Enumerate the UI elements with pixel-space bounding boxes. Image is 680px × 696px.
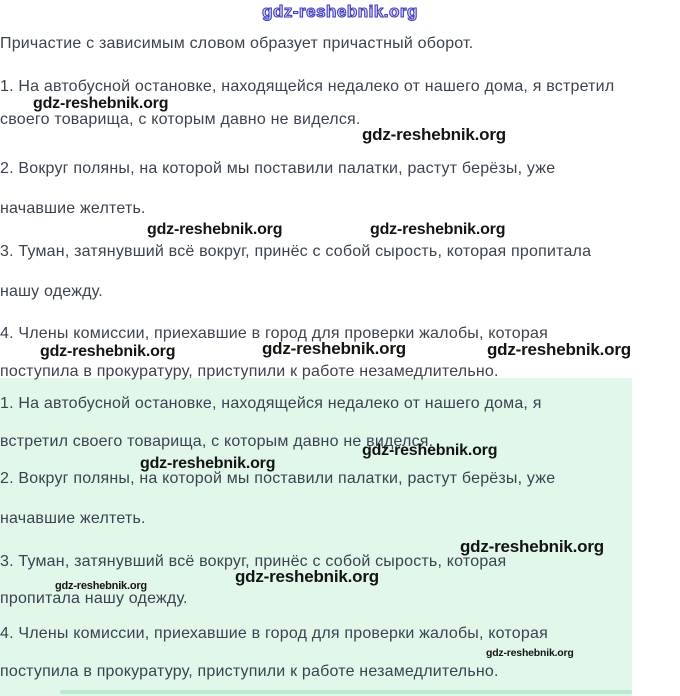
task-item-4-line-1: 4. Члены комиссии, приехавшие в город для проверки жалобы, которая: [0, 325, 548, 342]
task-item-3-line-2: нашу одежду.: [0, 283, 103, 300]
watermark: gdz-reshebnik.org: [147, 221, 283, 238]
task-item-2-line-1: 2. Вокруг поляны, на которой мы поставили палатки, растут берёзы, уже: [0, 160, 556, 177]
watermark: gdz-reshebnik.org: [40, 343, 176, 360]
watermark: gdz-reshebnik.org: [460, 537, 604, 556]
watermark: gdz-reshebnik.org: [486, 647, 574, 659]
answer-item-3-line-2: пропитала нашу одежду.: [0, 590, 188, 607]
site-watermark-top: gdz-reshebnik.org: [262, 2, 418, 21]
answer-item-2-line-1: 2. Вокруг поляны, на которой мы поставили палатки, растут берёзы, уже: [0, 470, 556, 487]
answer-item-2-line-2: начавшие желтеть.: [0, 510, 146, 527]
task-item-1-line-2: своего товарища, с которым давно не виделся.: [0, 111, 361, 128]
answer-item-1-line-2: встретил своего товарища, с которым давно не виделся.: [0, 433, 434, 450]
watermark: gdz-reshebnik.org: [55, 580, 147, 592]
task-item-3-line-1: 3. Туман, затянувший всё вокруг, принёс с собой сырость, которая пропитала: [0, 243, 592, 260]
intro-line: Причастие с зависимым словом образует причастный оборот.: [0, 35, 474, 52]
watermark: gdz-reshebnik.org: [487, 340, 631, 359]
bottom-strip: [60, 690, 632, 694]
watermark: gdz-reshebnik.org: [262, 339, 406, 358]
watermark: gdz-reshebnik.org: [362, 125, 506, 144]
watermark: gdz-reshebnik.org: [33, 95, 169, 112]
watermark: gdz-reshebnik.org: [370, 221, 506, 238]
watermark: gdz-reshebnik.org: [362, 442, 498, 459]
watermark: gdz-reshebnik.org: [140, 455, 276, 472]
answer-item-1-line-1: 1. На автобусной остановке, находящейся недалеко от нашего дома, я: [0, 395, 542, 412]
answer-item-4-line-1: 4. Члены комиссии, приехавшие в город для проверки жалобы, которая: [0, 625, 548, 642]
watermark: gdz-reshebnik.org: [235, 567, 379, 586]
task-item-1-line-1: 1. На автобусной остановке, находящейся недалеко от нашего дома, я встретил: [0, 78, 615, 95]
task-item-2-line-2: начавшие желтеть.: [0, 200, 146, 217]
answer-item-4-line-2: поступила в прокуратуру, приступили к работе незамедлительно.: [0, 663, 499, 680]
answer-item-3-line-1: 3. Туман, затянувший всё вокруг, принёс с собой сырость, которая: [0, 553, 507, 570]
task-item-4-line-2: поступила в прокуратуру, приступили к работе незамедлительно.: [0, 363, 499, 380]
